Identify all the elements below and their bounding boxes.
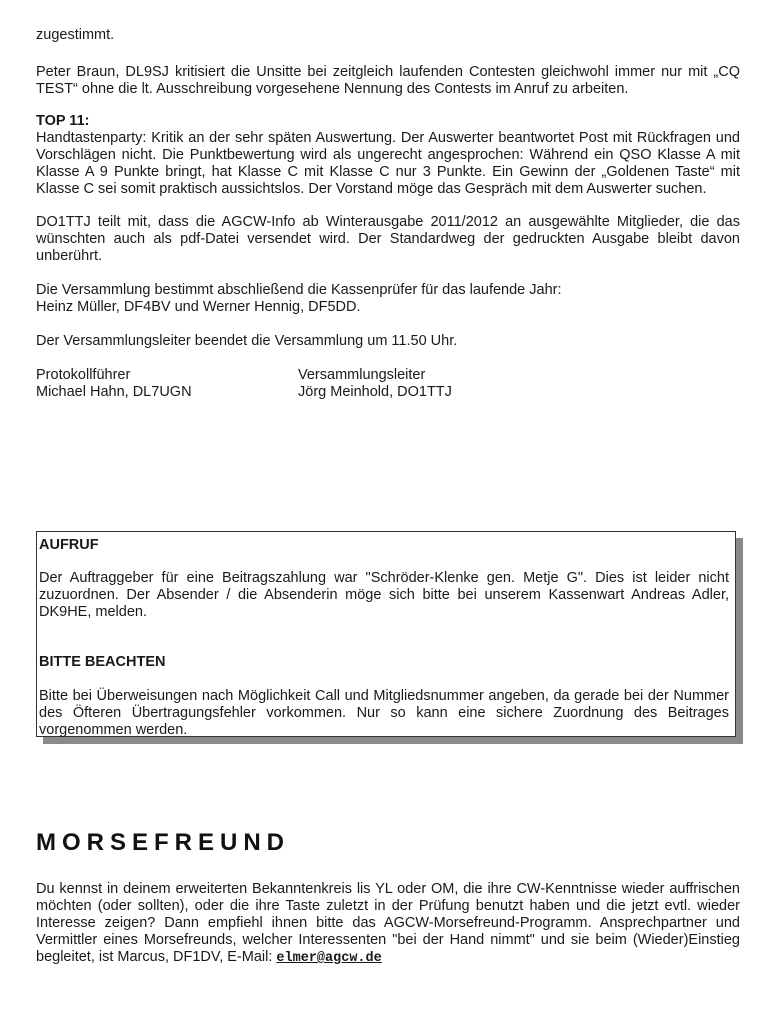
signature-left-name: Michael Hahn, DL7UGN (36, 384, 192, 400)
paragraph-ende: Der Versammlungsleiter beendet die Versammlung um 11.50 Uhr. (36, 333, 458, 349)
aufruf-title: AUFRUF (39, 537, 99, 553)
beachten-body: Bitte bei Überweisungen nach Möglichkeit Call und Mitgliedsnummer angeben, da gerade bei der Nummer des Öfteren Übertragungsfehler vorkommen. Nur so kann eine sichere Zuordnung des Beitrages vorgenommen werden. (39, 688, 729, 738)
morsefreund-text: Du kennst in deinem erweiterten Bekanntenkreis lis YL oder OM, die ihre CW-Kenntnisse wieder auffrischen möchten (oder sollten), oder die ihre Taste zuletzt in der Prüfung benutzt haben und die jetzt evtl. wieder Interesse zeigen? Dann empfiehl ihnen bitte das AGCW-Morsefreund-Programm. Ansprechpartner und Vermittler eines Morsefreunds, welcher Interessenten "bei der Hand nimmt" und sie beim (Wieder)Einstieg begleitet, ist Marcus, DF1DV, E-Mail: (36, 881, 740, 965)
signature-left-role: Protokollführer (36, 367, 131, 383)
aufruf-body: Der Auftraggeber für eine Beitragszahlung war "Schröder-Klenke gen. Metje G". Dies ist leider nicht zuzuordnen. Der Absender / die Absenderin möge sich bitte bei unserem Kassenwart Andreas Adler, DK9HE, melden. (39, 570, 729, 620)
paragraph-kassenpruefer-names: Heinz Müller, DF4BV und Werner Hennig, DF5DD. (36, 299, 361, 315)
paragraph-kassenpruefer: Die Versammlung bestimmt abschließend die Kassenprüfer für das laufende Jahr: (36, 282, 562, 298)
paragraph-do1ttj: DO1TTJ teilt mit, dass die AGCW-Info ab Winterausgabe 2011/2012 an ausgewählte Mitglieder, die das wünschten auch als pdf-Datei versendet wird. Der Standardweg der gedruckten Ausgabe bleibt davon unberührt. (36, 214, 740, 264)
paragraph-peter-braun: Peter Braun, DL9SJ kritisiert die Unsitte bei zeitgleich laufenden Contesten gleichwohl immer nur mit „CQ TEST“ ohne die lt. Ausschreibung vorgesehene Nennung des Contests im Anruf zu arbeiten. (36, 64, 740, 97)
top11-body: Handtastenparty: Kritik an der sehr späten Auswertung. Der Auswerter beantwortet Post mit Rückfragen und Vorschlägen nicht. Die Punktbewertung wird als ungerecht angesprochen: Während ein QSO Klasse A mit Klasse A 9 Punkte bringt, hat Klasse C mit Klasse C nur 3 Punkte. Ein Gewinn der „Goldenen Taste“ mit Klasse C sei somit praktisch aussichtslos. Der Vorstand möge das Gespräch mit dem Auswerter suchen. (36, 130, 740, 197)
signature-right-name: Jörg Meinhold, DO1TTJ (298, 384, 452, 400)
notice-box (36, 531, 736, 737)
signature-right-role: Versammlungsleiter (298, 367, 426, 383)
signature-right (298, 367, 452, 401)
signature-left (36, 367, 192, 401)
email-link[interactable]: elmer@agcw.de (276, 951, 382, 966)
top11-title: TOP 11: (36, 113, 90, 129)
beachten-title: BITTE BEACHTEN (39, 654, 166, 670)
paragraph-zugestimmt: zugestimmt. (36, 27, 115, 43)
morsefreund-heading: MORSEFREUND (36, 829, 291, 856)
morsefreund-body (36, 881, 740, 967)
